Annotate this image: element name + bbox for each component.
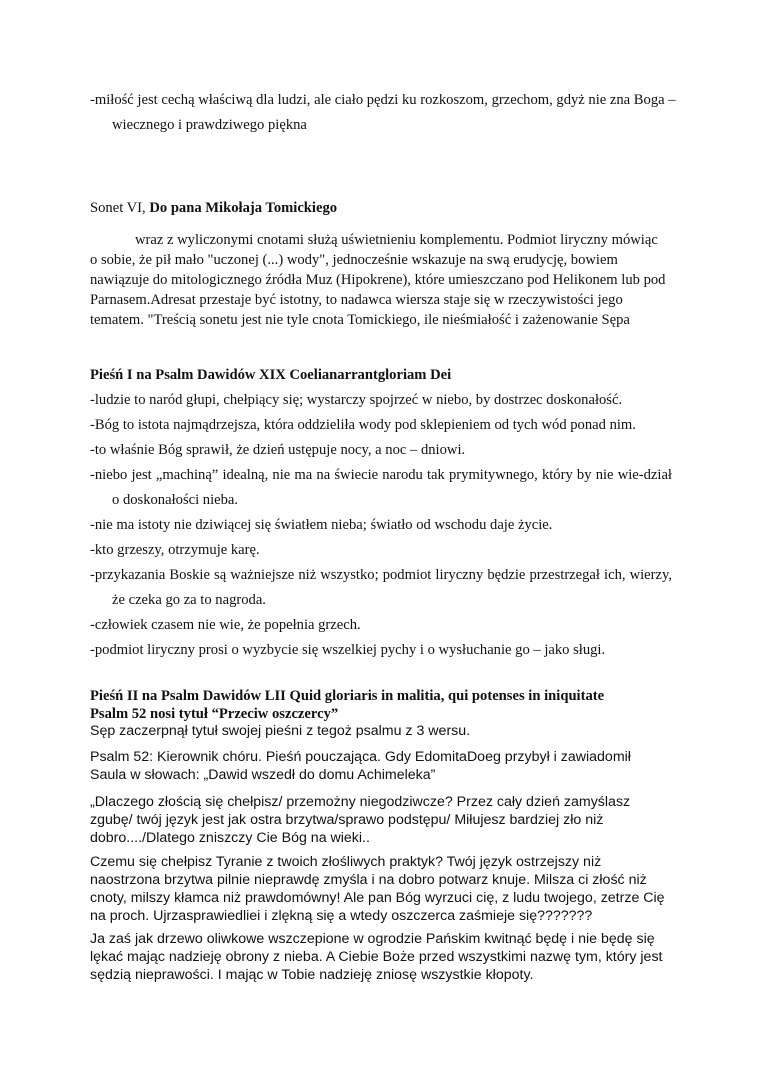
list-item: -przykazania Boskie są ważniejsze niż wszystko; podmiot liryczny będzie przestrzegał ich, wierzy, że czeka go za to nagroda. — [90, 567, 672, 608]
piesn2-paragraph-2: Ja zaś jak drzewo oliwkowe wszczepione w ogrodzie Pańskim kwitnąć będę i nie będę się lękać mając nadzieję obrony z nieba. A Ciebie Boże przed wszystkimi nazwę tym, który jest sędzią nieprawości. I mając w Tobie nadzieję zniosę wszystkie kłopoty. — [90, 931, 663, 983]
sonet-label: Sonet VI, — [90, 200, 150, 216]
sonet-title: Do pana Mikołaja Tomickiego — [149, 200, 338, 216]
piesn2-heading-line1: Pieśń II na Psalm Dawidów LII Quid gloriaris in malitia, qui potenses in iniquitate — [90, 688, 605, 704]
list-item: -ludzie to naród głupi, chełpiący się; wystarczy spojrzeć w niebo, by dostrzec doskonałość. — [90, 392, 623, 408]
list-item: -Bóg to istota najmądrzejsza, która oddzieliła wody pod sklepieniem od tych wód ponad nim. — [90, 417, 636, 433]
piesn2-paragraph-1: Czemu się chełpisz Tyranie z twoich złośliwych praktyk? Twój język ostrzejszy niż naostrzona brzytwa pilnie nieprawdę zmyśla i na dobro potwarz knuje. Milsza ci złość niż cnoty, milszy kłamca niż prawdomówny! Ale pan Bóg wyrzuci cię, z ludu twojego, zetrze Cię na proch. Ujrzasprawiedliei i zlękną się a wtedy oszczerca zaśmieje się??????? — [90, 854, 665, 924]
psalm-intro: Psalm 52: Kierownik chóru. Pieśń pouczająca. Gdy EdomitaDoeg przybył i zawiadomił Saula w słowach: „Dawid wszedł do domu Achimeleka” — [90, 749, 631, 783]
piesn1-heading: Pieśń I na Psalm Dawidów XIX Coelianarrantgloriam Dei — [90, 367, 452, 383]
sonet-paragraph: wraz z wyliczonymi cnotami służą uświetnieniu komplementu. Podmiot liryczny mówiąc o sobie, że pił mało "uczonej (...) wody", jednocześnie wskazuje na swą erudycję, bowiem nawiązuje do mitologicznego źródła Muz (Hipokrene), które umieszczano pod Helikonem lub pod Parnasem.Adresat przestaje być istotny, to nadawca wiersza staje się w rzeczywistości jego tematem. "Treścią sonetu jest nie tyle cnota Tomickiego, ile nieśmiałość i zażenowanie Sępa — [90, 232, 666, 328]
list-item: -nie ma istoty nie dziwiącej się światłem nieba; światło od wschodu daje życie. — [90, 517, 553, 533]
list-item: -kto grzeszy, otrzymuje karę. — [90, 542, 260, 558]
psalm-quote: „Dlaczego złością się chełpisz/ przemożny niegodziwcze? Przez cały dzień zamyślasz zgubę/ twój język jest jak ostra brzytwa/sprawo podstępu/ Miłujesz bardziej zło niż dobro..../Dlatego zniszczy Cie Bóg na wieki.. — [90, 794, 631, 846]
intro-bullet: -miłość jest cechą właściwą dla ludzi, ale ciało pędzi ku rozkoszom, grzechom, gdyż nie zna Boga – wiecznego i prawdziwego piękna — [90, 92, 676, 133]
list-item: -człowiek czasem nie wie, że popełnia grzech. — [90, 617, 361, 633]
piesn2-note: Sęp zaczerpnął tytuł swojej pieśni z tegoż psalmu z 3 wersu. — [90, 723, 471, 739]
piesn2-heading-line2: Psalm 52 nosi tytuł “Przeciw oszczercy” — [90, 706, 339, 722]
list-item: -niebo jest „machiną” idealną, nie ma na świecie narodu tak prymitywnego, który by nie wie-dział o doskonałości nieba. — [90, 467, 672, 508]
piesn1-bullet-list — [90, 388, 672, 663]
list-item: -podmiot liryczny prosi o wyzbycie się wszelkiej pychy i o wysłuchanie go – jako sługi. — [90, 642, 606, 658]
list-item: -to właśnie Bóg sprawił, że dzień ustępuje nocy, a noc – dniowi. — [90, 442, 466, 458]
sonet-heading — [90, 198, 672, 218]
